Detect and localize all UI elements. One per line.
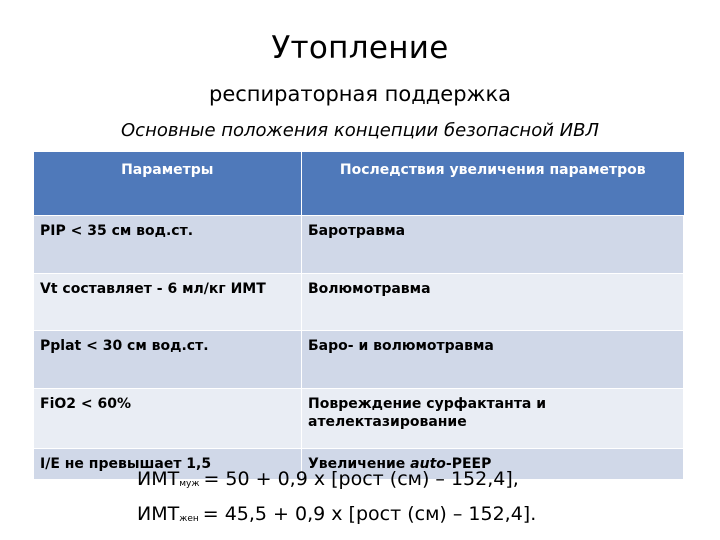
header-consequences: Последствия увеличения параметров xyxy=(302,152,684,216)
table-row xyxy=(34,274,684,331)
table-header-row xyxy=(34,152,684,216)
formula-male xyxy=(137,468,519,490)
slide-subtitle: респираторная поддержка xyxy=(208,82,512,106)
formula-female xyxy=(137,503,536,525)
parameter-cell: FiO2 < 60% xyxy=(34,389,302,449)
table-row xyxy=(34,331,684,389)
formula-label: ИМТ xyxy=(137,503,180,525)
header-parameters: Параметры xyxy=(34,152,302,216)
parameter-cell: I/E не превышает 1,5 xyxy=(34,449,302,480)
consequence-cell: Баро- и волюмотравма xyxy=(302,331,684,389)
parameter-cell: Vt составляет - 6 мл/кг ИМТ xyxy=(34,274,302,331)
consequence-cell: Повреждение сурфактанта и ателектазирование xyxy=(302,389,684,449)
slide-title: Утопление xyxy=(271,30,449,66)
table-row xyxy=(34,216,684,274)
consequence-cell: Волюмотравма xyxy=(302,274,684,331)
formula-sub: жен xyxy=(179,514,199,524)
formula-expression: = 50 + 0,9 х [рост (см) – 152,4], xyxy=(203,468,519,490)
consequence-suffix: -PEEP xyxy=(445,456,492,472)
formula-label: ИМТ xyxy=(137,468,180,490)
parameter-cell: Pplat < 30 см вод.ст. xyxy=(34,331,302,389)
formula-sub: муж xyxy=(179,479,200,489)
consequence-italic: auto xyxy=(410,456,446,472)
formula-expression: = 45,5 + 0,9 х [рост (см) – 152,4]. xyxy=(202,503,537,525)
consequence-prefix: Увеличение xyxy=(308,456,411,472)
parameters-table xyxy=(33,152,684,480)
parameter-cell: PIP < 35 см вод.ст. xyxy=(34,216,302,274)
consequence-cell: Баротравма xyxy=(302,216,684,274)
table-caption: Основные положения концепции безопасной ИВЛ xyxy=(121,120,599,141)
table-row xyxy=(34,389,684,449)
